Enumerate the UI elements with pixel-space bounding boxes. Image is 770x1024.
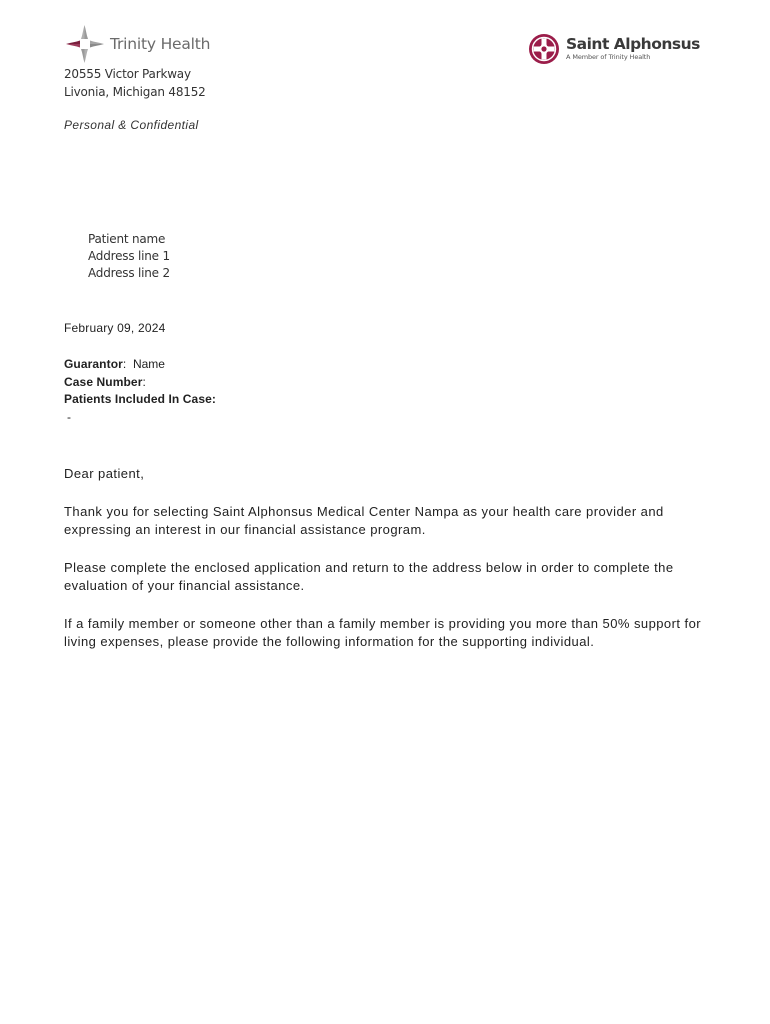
case-number-row: Case Number: (64, 374, 146, 389)
recipient-name: Patient name (88, 232, 166, 246)
saint-alphonsus-tagline: A Member of Trinity Health (566, 53, 651, 61)
salutation: Dear patient, (64, 466, 145, 481)
letter-date: February 09, 2024 (64, 321, 166, 335)
trinity-cross-icon (64, 22, 106, 66)
case-number-label: Case Number (64, 374, 143, 389)
body-paragraph-3: If a family member or someone other than a family member is providing you more than 50% support for living expenses, please provide the following information for the supporting individual. (64, 616, 702, 649)
recipient-address-line1: Address line 1 (88, 249, 170, 263)
confidential-note: Personal & Confidential (64, 118, 199, 132)
patients-value: - (67, 409, 71, 424)
case-fields (64, 356, 216, 426)
recipient-address-line2: Address line 2 (88, 266, 170, 280)
patients-label: Patients Included In Case: (64, 392, 216, 406)
guarantor-row: Guarantor: Name (64, 357, 165, 371)
letter-body (64, 465, 729, 671)
patients-row (64, 391, 216, 409)
sender-address-line2: Livonia, Michigan 48152 (64, 84, 206, 99)
saint-alphonsus-emblem-icon (528, 33, 560, 65)
trinity-health-logo (64, 22, 210, 66)
recipient-block (88, 231, 170, 282)
sender-address-line1: 20555 Victor Parkway (64, 67, 191, 81)
trinity-health-wordmark: Trinity Health (110, 35, 211, 53)
body-paragraph-1: Thank you for selecting Saint Alphonsus Medical Center Nampa as your health care provider and expressing an interest in our financial assistance program. (64, 504, 664, 537)
body-paragraph-2: Please complete the enclosed application and return to the address below in order to complete the evaluation of your financial assistance. (64, 560, 674, 593)
guarantor-label: Guarantor (64, 357, 123, 371)
sender-address (64, 66, 206, 101)
saint-alphonsus-logo (528, 30, 700, 68)
saint-alphonsus-wordmark: Saint Alphonsus (566, 35, 700, 53)
guarantor-value: Name (132, 357, 165, 371)
